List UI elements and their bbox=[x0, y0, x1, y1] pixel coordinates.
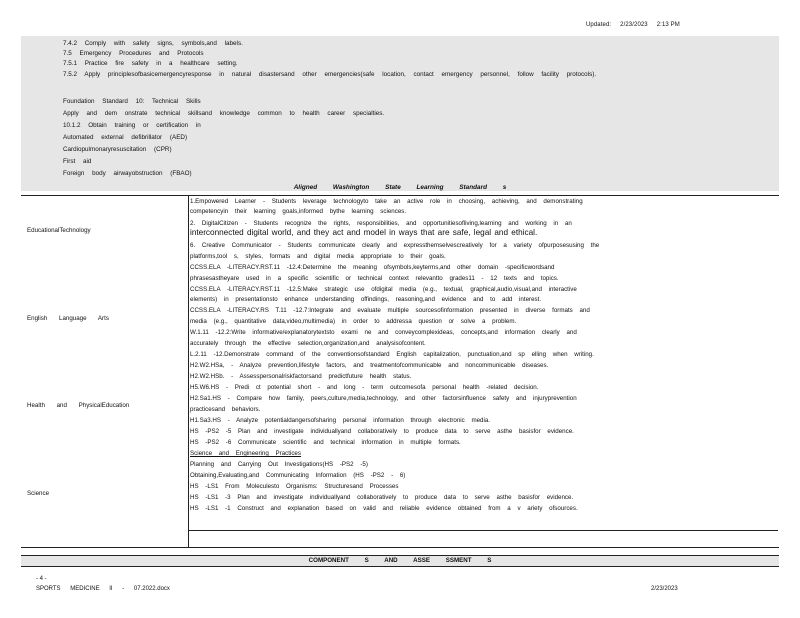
standards-table bbox=[21, 195, 779, 548]
updated-date: 2/23/2023 bbox=[620, 22, 648, 28]
standard-line: interconnected digital world, and they act and model in ways that are safe, legal and ethical. bbox=[190, 229, 538, 237]
list-item-text: 7.5.1 Practice fire safety in a healthcare setting. bbox=[63, 60, 238, 67]
standard-line: H2.W2.HSb. - Assesspersonalriskfactorsand predictfuture health status. bbox=[190, 373, 412, 380]
standard-line: Planning and Carrying Out Investigations(HS -PS2 -5) bbox=[190, 461, 368, 468]
standard-line: H2.W2.HSa, - Analyze prevention,lifestyle factors, and treatmentofcommunicable and noncommunicable diseases. bbox=[190, 362, 549, 369]
components-assessments-header: COMPONENT S AND ASSE SSMENT S bbox=[21, 555, 779, 567]
standard-line: CCSS.ELA -LITERACY.RST.11 -12.4:Determine the meaning ofsymbols,keyterms,and other domain -specificwordsand bbox=[190, 264, 555, 271]
standard-line: elements) in presentationsto enhance understanding offindings, reasoning,and evidence and to add interest. bbox=[190, 296, 542, 303]
list-item-text: Apply and dem onstrate technical skillsand knowledge common to health career specialties. bbox=[63, 110, 385, 117]
standard-line: W.1.11 -12.2:Write informative/explanatorytextsto exami ne and conveycomplexideas, concepts,and information clearly and bbox=[190, 329, 577, 336]
list-item-text: Foundation Standard 10: Technical Skills bbox=[63, 98, 201, 105]
table-row-divider bbox=[189, 530, 778, 531]
page-number: - 4 - bbox=[36, 576, 47, 582]
standard-line: H1.Sa3.HS - Analyze potentialdangersofsharing personal information through electronic media. bbox=[190, 417, 491, 424]
standard-line: HS -LS1 -1 Construct and explanation based on valid and reliable evidence obtained from a v ariety ofsources. bbox=[190, 505, 578, 512]
standard-line: HS -PS2 -6 Communicate scientific and technical information in multiple formats. bbox=[190, 439, 461, 446]
standard-line: L.2.11 -12.Demonstrate command of the conventionsofstandard English capitalization, punctuation,and sp elling when writing. bbox=[190, 351, 594, 358]
standard-line: Science and Engineering Practices bbox=[190, 450, 301, 457]
standard-line: CCSS.ELA -LITERACY.RS T.11 -12.7:Integrate and evaluate multiple sourcesofinformation presented in diverse formats and bbox=[190, 307, 590, 314]
standard-line: H5.W6.HS - Predi ct potential short - and long - term outcomesofa personal health -related decision. bbox=[190, 384, 539, 391]
standard-line: 2. DigitalCitizen - Students recognize the rights, responsibilities, and opportunitiesofliving,learning and working in an bbox=[190, 220, 572, 227]
column-divider bbox=[188, 196, 189, 547]
standard-line: practicesand behaviors. bbox=[190, 406, 261, 413]
standard-line: platforms,tool s, styles, formats and digital media appropriate to their goals. bbox=[190, 253, 446, 260]
updated-time: 2:13 PM bbox=[656, 22, 680, 28]
list-item-text: 7.4.2 Comply with safety signs, symbols,and labels. bbox=[63, 40, 243, 47]
subject-science: Science bbox=[27, 490, 50, 497]
list-item-text: Foreign body airwayobstruction (FBAO) bbox=[63, 170, 192, 177]
footer-date: 2/23/2023 bbox=[651, 586, 678, 592]
standard-line: 1.Empowered Learner - Students leverage technologyto take an active role in choosing, achieving, and demonstrating bbox=[190, 198, 583, 205]
standard-line: 6. Creative Communicator - Students communicate clearly and expressthemselvescreatively for a variety ofpurposesusing the bbox=[190, 242, 600, 249]
list-item-text: 7.5.2 Apply principlesofbasicemergencyresponse in natural disastersand other emergencies(safe location, contact emergency personnel, follow facility protocols). bbox=[63, 71, 597, 78]
standard-line: HS -PS2 -5 Plan and investigate individuallyand collaboratively to produce data to serve asthe basisfor evidence. bbox=[190, 428, 574, 435]
subject-educational-technology: EducationalTechnology bbox=[27, 227, 91, 234]
skills-list bbox=[21, 36, 779, 191]
standard-line: phrasesastheyare used in a specific scientific or technical context relevantto grades11 - 12 texts and topics. bbox=[190, 275, 559, 282]
subject-health-physical-education: Health and PhysicalEducation bbox=[27, 402, 130, 409]
list-item-text: 10.1.2 Obtain training or certification in bbox=[63, 122, 201, 129]
standard-line: Obtaining,Evaluating,and Communicating Information (HS -PS2 - 6) bbox=[190, 472, 406, 479]
standard-line: accurately through the effective selection,organization,and analysisofcontent. bbox=[190, 340, 426, 347]
list-item-text: First aid bbox=[63, 158, 92, 165]
aligned-standards-title: Aligned Washington State Learning Standard s bbox=[293, 184, 507, 191]
updated-stamp bbox=[586, 22, 689, 28]
standard-line: HS -LS1 From Moleculesto Organisms: Structuresand Processes bbox=[190, 483, 399, 490]
standard-line: HS -LS1 -3 Plan and investigate individuallyand collaboratively to produce data to serve asthe basisfor evidence. bbox=[190, 494, 574, 501]
document-filename: SPORTS MEDICINE II - 07.2022.docx bbox=[36, 586, 170, 592]
list-item-text: Cardiopulmonaryresuscitation (CPR) bbox=[63, 146, 172, 153]
list-item-text: Automated external defibrillator (AED) bbox=[63, 134, 188, 141]
list-item-text: 7.5 Emergency Procedures and Protocols bbox=[63, 50, 204, 57]
standard-line: H2.Sa1.HS - Compare how family, peers,culture,media,technology, and other factorsinfluence safety and injuryprevention bbox=[190, 395, 577, 402]
standard-line: competencyin their learning goals,informed bythe learning sciences. bbox=[190, 208, 407, 215]
standard-line: CCSS.ELA -LITERACY.RST.11 -12.5:Make strategic use ofdigital media (e.g., textual, graphical,audio,visual,and interactive bbox=[190, 286, 577, 293]
updated-label: Updated: bbox=[586, 22, 612, 28]
subject-english-language-arts: English Language Arts bbox=[27, 315, 109, 322]
standard-line: media (e.g., quantitative data,video,multimedia) in order to addressa question or solve a problem. bbox=[190, 318, 517, 325]
